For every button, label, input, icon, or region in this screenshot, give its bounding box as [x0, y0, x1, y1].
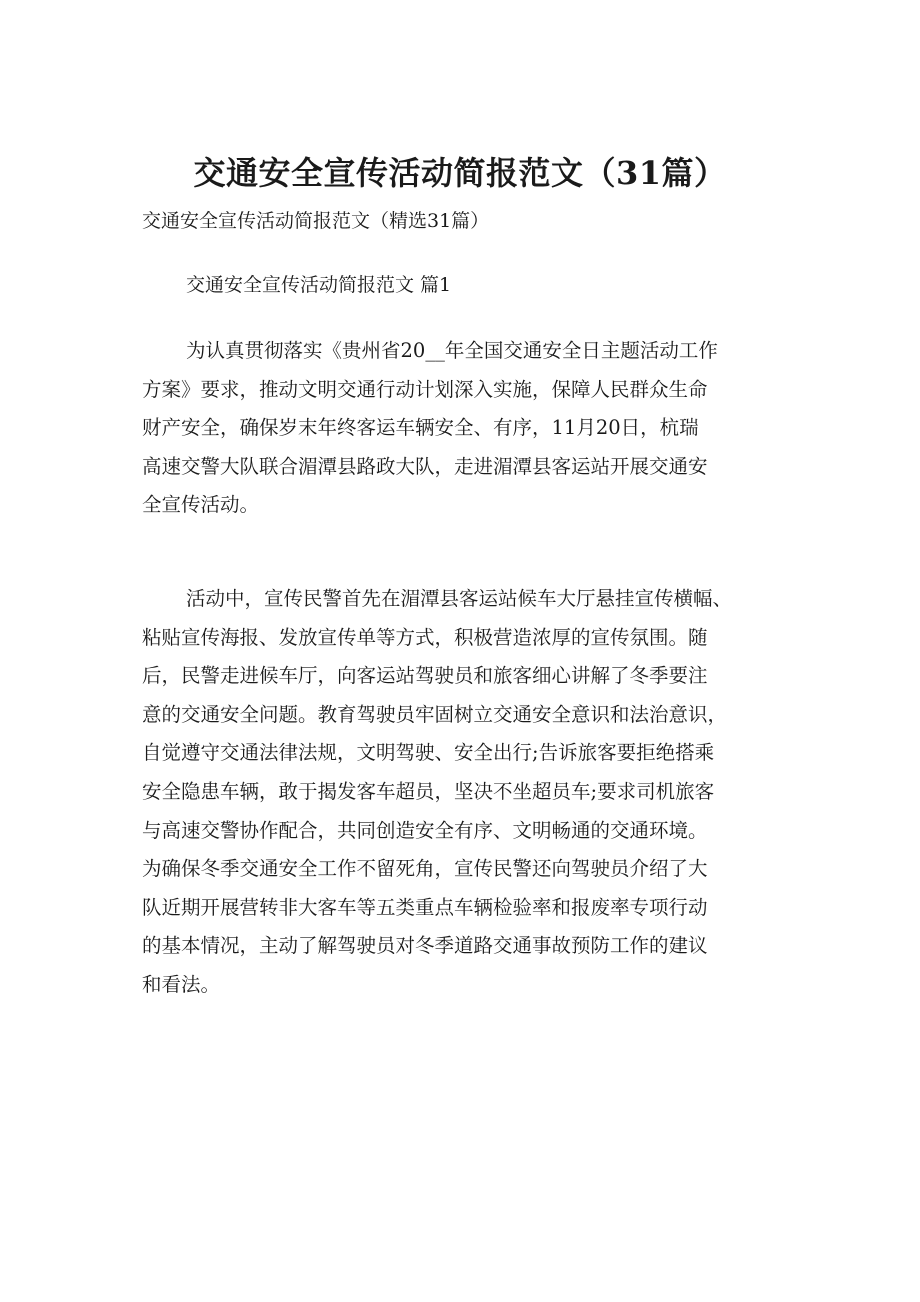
paragraph-line: 自觉遵守交通法律法规，文明驾驶、安全出行;告诉旅客要拒绝搭乘 — [142, 741, 715, 765]
paragraph-line: 粘贴宣传海报、发放宣传单等方式，积极营造浓厚的宣传氛围。随 — [142, 625, 708, 649]
paragraph-line: 财产安全，确保岁末年终客运车辆安全、有序，11月20日，杭瑞 — [142, 416, 699, 440]
paragraph-line: 方案》要求，推动文明交通行动计划深入实施，保障人民群众生命 — [142, 377, 708, 401]
paragraph-line: 意的交通安全问题。教育驾驶员牢固树立交通安全意识和法治意识， — [142, 702, 728, 726]
paragraph-line: 队近期开展营转非大客车等五类重点车辆检验率和报废率专项行动 — [142, 895, 708, 919]
paragraph-line: 全宣传活动。 — [142, 493, 260, 517]
paragraph-line: 与高速交警协作配合，共同创造安全有序、文明畅通的交通环境。 — [142, 818, 708, 842]
paragraph-line: 的基本情况，主动了解驾驶员对冬季道路交通事故预防工作的建议 — [142, 934, 708, 958]
section-heading: 交通安全宣传活动简报范文 篇1 — [186, 274, 452, 296]
document-subtitle: 交通安全宣传活动简报范文（精选31篇） — [142, 210, 490, 232]
paragraph-line: 高速交警大队联合湄潭县路政大队，走进湄潭县客运站开展交通安 — [142, 454, 708, 478]
paragraph-1 — [142, 332, 792, 525]
paragraph-line: 后，民警走进候车厅，向客运站驾驶员和旅客细心讲解了冬季要注 — [142, 664, 708, 688]
paragraph-2 — [142, 580, 792, 1005]
paragraph-line: 活动中，宣传民警首先在湄潭县客运站候车大厅悬挂宣传横幅、 — [186, 587, 733, 610]
document-title: 交通安全宣传活动简报范文（31篇） — [193, 154, 727, 192]
paragraph-line: 为认真贯彻落实《贵州省20__年全国交通安全日主题活动工作 — [186, 339, 718, 362]
paragraph-line: 和看法。 — [142, 972, 221, 996]
paragraph-line: 为确保冬季交通安全工作不留死角，宣传民警还向驾驶员介绍了大 — [142, 857, 708, 881]
paragraph-line: 安全隐患车辆，敢于揭发客车超员，坚决不坐超员车;要求司机旅客 — [142, 779, 715, 803]
